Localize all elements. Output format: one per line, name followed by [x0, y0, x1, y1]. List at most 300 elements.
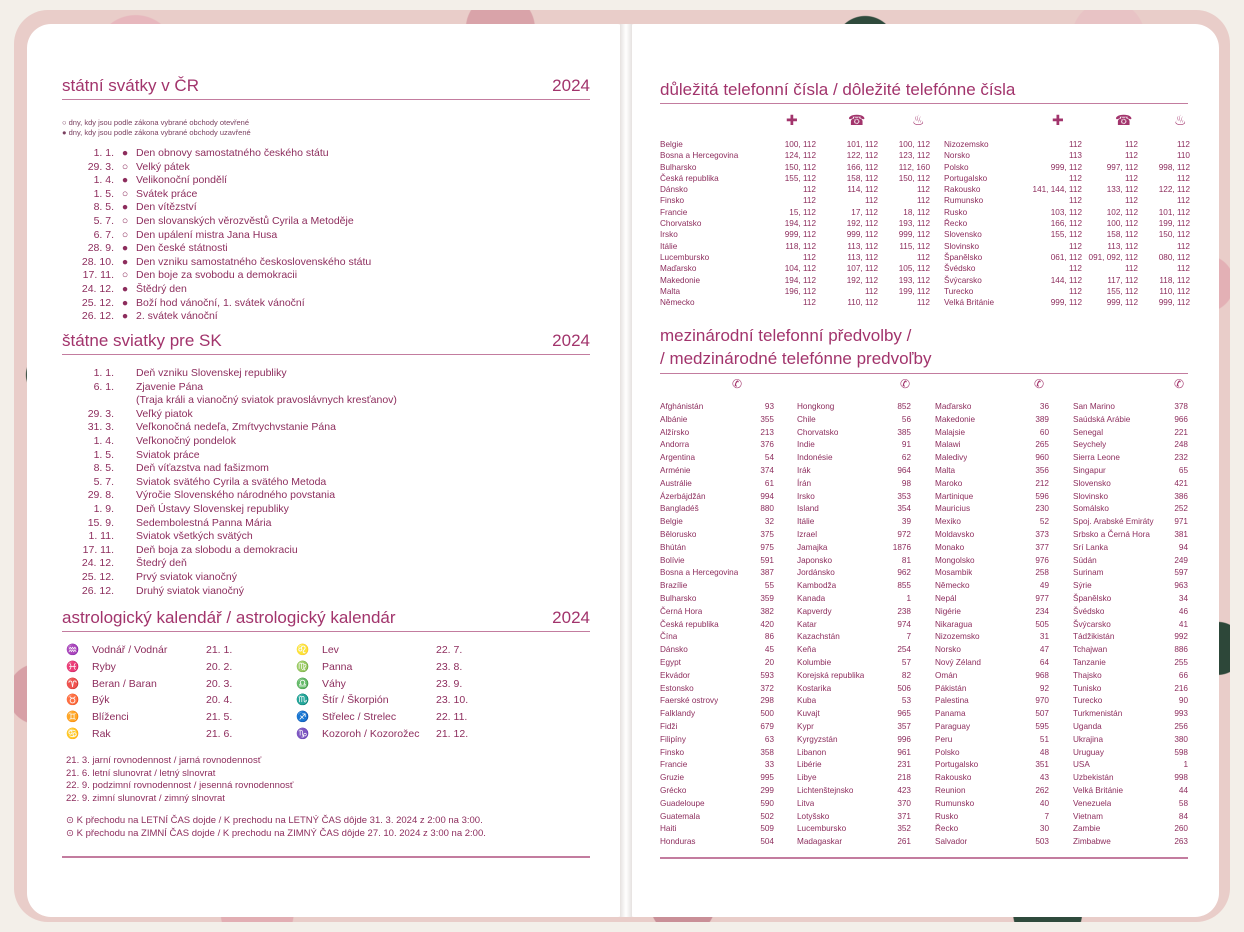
country-name: Japonsko: [797, 555, 833, 565]
prefix-row: [660, 798, 774, 811]
holiday-row: [62, 394, 397, 408]
emergency-number: 112: [1176, 173, 1190, 183]
phone-row: [660, 263, 930, 274]
prefix-column-1: [660, 401, 774, 849]
dial-code: 39: [901, 517, 911, 527]
dial-code: 353: [897, 491, 911, 501]
country-name: Dánsko: [660, 185, 688, 195]
dial-code: 679: [760, 721, 774, 731]
emergency-number: 999, 112: [1158, 298, 1190, 308]
country-name: Malta: [660, 286, 681, 296]
sk-holidays-header: [62, 331, 590, 355]
prefix-row: [797, 580, 911, 593]
country-name: Uruguay: [1073, 747, 1104, 757]
holiday-row: [62, 269, 371, 283]
sk-holiday-list: [62, 367, 397, 598]
prefix-row: [797, 465, 911, 478]
astro-note: 22. 9. zimní slunovrat / zimný slnovrat: [66, 792, 225, 804]
phone-row: [944, 139, 1190, 150]
prefix-row: [935, 542, 1049, 555]
prefix-row: [797, 529, 911, 542]
country-name: Litva: [797, 798, 815, 808]
country-name: Súdán: [1073, 555, 1097, 565]
prefix-row: [1073, 759, 1188, 772]
prefix-row: [935, 670, 1049, 683]
cz-holiday-list: [62, 147, 371, 324]
sk-holidays-year: 2024: [552, 331, 590, 350]
zodiac-name: Býk: [92, 694, 110, 707]
prefix-row: [1073, 529, 1188, 542]
prefix-row: [660, 401, 774, 414]
holiday-name: Deň boja za slobodu a demokraciu: [136, 543, 298, 556]
prefix-row: [797, 631, 911, 644]
emergency-number: 196, 112: [784, 286, 816, 296]
cz-holidays-header: [62, 76, 590, 100]
country-name: Belgie: [660, 517, 683, 527]
emergency-number: 101, 112: [1158, 207, 1190, 217]
shop-status-marker: ●: [121, 255, 129, 268]
prefix-row: [660, 503, 774, 516]
astro-table: [66, 642, 486, 743]
dial-code: 33: [764, 760, 774, 770]
holiday-date: 15. 9.: [87, 516, 114, 529]
emergency-number: 112: [864, 196, 878, 206]
phone-row: [660, 275, 930, 286]
shop-status-marker: ○: [121, 160, 129, 173]
zodiac-icon: ♈: [66, 677, 80, 690]
dial-code: 504: [760, 837, 774, 847]
emergency-number: 112: [1124, 196, 1138, 206]
country-name: Kypr: [797, 721, 814, 731]
prefix-row: [1073, 772, 1188, 785]
country-name: Ukrajina: [1073, 734, 1104, 744]
country-name: Tunisko: [1073, 683, 1102, 693]
emergency-number: 192, 112: [846, 275, 878, 285]
holiday-row: [62, 489, 397, 503]
dial-code: 962: [897, 568, 911, 578]
emergency-number: 18, 112: [903, 207, 930, 217]
holiday-date: 26. 12.: [81, 310, 114, 323]
country-name: Haiti: [660, 824, 677, 834]
prefix-row: [660, 811, 774, 824]
country-name: Zambie: [1073, 824, 1101, 834]
holiday-name: Prvý sviatok vianočný: [136, 570, 237, 583]
emergency-number: 123, 112: [898, 151, 930, 161]
country-name: Norsko: [935, 645, 961, 655]
dial-code: 36: [1039, 402, 1049, 411]
dial-code: 358: [760, 747, 774, 757]
holiday-spacer: [114, 381, 136, 395]
shop-status-marker: ●: [121, 147, 129, 159]
emergency-number: 999, 112: [846, 230, 878, 240]
emergency-number: 102, 112: [1106, 207, 1138, 217]
emergency-number: 112: [864, 286, 878, 296]
shop-status-marker: ●: [121, 201, 129, 214]
country-name: Polsko: [935, 747, 960, 757]
phone-row: [944, 150, 1190, 161]
prefix-row: [1073, 542, 1188, 555]
holiday-row: [62, 297, 371, 311]
holiday-date: 6. 1.: [93, 380, 114, 393]
country-name: Bosna a Hercegovina: [660, 151, 739, 161]
emergency-number: 115, 112: [899, 241, 930, 251]
phone-icon: ✆: [732, 377, 743, 391]
prefix-row: [797, 401, 911, 414]
prefix-row: [935, 695, 1049, 708]
prefix-row: [1073, 683, 1188, 696]
country-name: Finsko: [660, 747, 685, 757]
country-name: Španělsko: [1073, 593, 1112, 603]
dial-code: 255: [1174, 657, 1188, 667]
prefix-row: [797, 478, 911, 491]
holiday-spacer: [114, 544, 136, 558]
country-name: Peru: [935, 734, 953, 744]
prefix-row: [1073, 567, 1188, 580]
cz-holidays-year: 2024: [552, 76, 590, 95]
prefix-row: [660, 657, 774, 670]
country-name: Nikaragua: [935, 619, 973, 629]
dial-code: 972: [897, 529, 911, 539]
prefix-row: [1073, 593, 1188, 606]
shop-status-marker: ●: [121, 174, 129, 187]
country-name: Indie: [797, 440, 815, 450]
prefix-row: [1073, 836, 1188, 849]
dial-code: 960: [1035, 453, 1049, 463]
astro-note: 21. 3. jarní rovnodennost / jarná rovnodennosť: [66, 755, 262, 766]
holiday-row: [62, 242, 371, 256]
emergency-number: 150, 112: [1158, 230, 1190, 240]
emergency-number: 112: [1068, 241, 1082, 251]
prefix-row: [660, 439, 774, 452]
country-name: Nizozemsko: [935, 632, 980, 642]
shop-status-marker: ●: [121, 296, 129, 309]
holiday-date: 25. 12.: [81, 570, 114, 583]
dial-code: 63: [764, 734, 774, 744]
prefix-row: [660, 619, 774, 632]
prefix-row: [935, 823, 1049, 836]
zodiac-row: [66, 709, 486, 726]
country-name: Belgie: [660, 140, 683, 149]
prefix-column-3: [935, 401, 1049, 849]
phone-row: [660, 286, 930, 297]
country-name: Itálie: [660, 241, 678, 251]
prefix-row: [1073, 631, 1188, 644]
country-name: Turecko: [944, 286, 974, 296]
prefix-row: [1073, 708, 1188, 721]
zodiac-icon: ♓: [66, 660, 80, 673]
holiday-row: [62, 147, 371, 161]
prefix-row: [797, 721, 911, 734]
prefix-row: [660, 555, 774, 568]
prefix-row: [935, 606, 1049, 619]
prefix-row: [660, 414, 774, 427]
zodiac-date: 20. 2.: [206, 660, 233, 673]
prefix-row: [660, 785, 774, 798]
holiday-name: Sviatok všetkých svätých: [136, 530, 253, 543]
dial-code: 51: [1039, 734, 1049, 744]
country-name: Rakousko: [935, 773, 972, 783]
dial-code: 963: [1174, 581, 1188, 591]
holiday-spacer: [114, 530, 136, 544]
prefix-row: [935, 772, 1049, 785]
country-name: Bulharsko: [660, 162, 697, 172]
dial-code: 373: [1035, 529, 1049, 539]
prefix-row: [660, 452, 774, 465]
dial-code: 509: [760, 824, 774, 834]
prefix-row: [935, 401, 1049, 414]
dial-code: 505: [1035, 619, 1049, 629]
country-name: Slovinsko: [944, 241, 980, 251]
country-name: Česká republika: [660, 619, 719, 629]
dial-code: 964: [897, 465, 911, 475]
prefix-row: [935, 465, 1049, 478]
holiday-name: Den české státnosti: [136, 242, 228, 255]
medical-cross-icon: ✚: [1052, 112, 1064, 128]
holiday-name: Veľkonočný pondelok: [136, 434, 236, 447]
phone-row: [660, 195, 930, 206]
phone-row: [660, 297, 930, 308]
prefix-row: [1073, 478, 1188, 491]
emergency-number: 118, 112: [1159, 275, 1190, 285]
prefix-row: [1073, 695, 1188, 708]
country-name: Kambodža: [797, 581, 837, 591]
prefix-row: [797, 836, 911, 849]
zodiac-date: 21. 5.: [206, 711, 233, 724]
country-name: Slovinsko: [1073, 491, 1109, 501]
dial-code: 998: [1174, 773, 1188, 783]
emergency-number: 112: [1124, 151, 1138, 161]
emergency-number: 100, 112: [898, 140, 930, 149]
holiday-date: 17. 11.: [82, 269, 114, 282]
dial-code: 971: [1174, 517, 1188, 527]
dial-code: 976: [1035, 555, 1049, 565]
holiday-name: Veľký piatok: [136, 407, 193, 420]
zodiac-icon: ♏: [296, 694, 310, 707]
dial-code: 354: [897, 504, 911, 514]
prefix-row: [797, 644, 911, 657]
zodiac-name: Ryby: [92, 660, 116, 673]
country-name: Vietnam: [1073, 811, 1103, 821]
emergency-number: 15, 112: [789, 207, 816, 217]
dial-code: 52: [1039, 517, 1049, 527]
dial-code: 506: [897, 683, 911, 693]
dial-code: 387: [760, 568, 774, 578]
emergency-number: 999, 112: [1050, 162, 1082, 172]
country-name: Mauricius: [935, 504, 971, 514]
country-name: USA: [1073, 760, 1090, 770]
emergency-number: 113: [1068, 151, 1082, 161]
country-name: Zimbabwe: [1073, 837, 1111, 847]
country-name: Egypt: [660, 657, 681, 667]
holiday-row: [62, 476, 397, 490]
dial-code: 92: [1039, 683, 1049, 693]
dial-code: 238: [897, 606, 911, 616]
emergency-number: 112: [1124, 173, 1138, 183]
country-name: Libye: [797, 773, 817, 783]
dial-code: 31: [1039, 632, 1049, 642]
phone-row: [944, 184, 1190, 195]
dial-code: 231: [897, 760, 911, 770]
prefix-row: [1073, 644, 1188, 657]
prefix-row: [660, 721, 774, 734]
country-name: Rumunsko: [944, 196, 984, 206]
shop-status-marker: ○: [121, 269, 129, 282]
dial-code: 1: [906, 593, 911, 603]
prefix-row: [935, 619, 1049, 632]
phone-row: [660, 229, 930, 240]
zodiac-row: [66, 642, 486, 659]
shop-status-marker: ●: [121, 282, 129, 295]
holiday-date: 28. 10.: [81, 255, 114, 268]
country-name: Filipíny: [660, 734, 686, 744]
holiday-row: [62, 571, 397, 585]
phone-row: [944, 263, 1190, 274]
country-name: Maledivy: [935, 453, 968, 463]
prefix-row: [660, 695, 774, 708]
dial-code: 252: [1174, 504, 1188, 514]
prefix-row: [797, 414, 911, 427]
country-name: Jamajka: [797, 542, 828, 552]
zodiac-icon: ♉: [66, 694, 80, 707]
dial-code: 372: [760, 683, 774, 693]
country-name: Jordánsko: [797, 568, 835, 578]
emergency-number: 133, 112: [1106, 185, 1138, 195]
emergency-number: 112: [916, 196, 930, 206]
dial-code: 378: [1174, 402, 1188, 411]
country-name: Pákistán: [935, 683, 967, 693]
dial-code: 20: [764, 657, 774, 667]
emergency-number: 110, 112: [847, 298, 878, 308]
emergency-number: 103, 112: [1050, 207, 1082, 217]
prefix-row: [935, 491, 1049, 504]
phone-row: [944, 297, 1190, 308]
emergency-number: 158, 112: [846, 173, 878, 183]
prefix-row: [660, 593, 774, 606]
prefix-row: [1073, 427, 1188, 440]
dial-code: 351: [1035, 760, 1049, 770]
country-name: Izrael: [797, 529, 818, 539]
country-name: Lucembursko: [797, 824, 847, 834]
holiday-name: Deň víťazstva nad fašizmom: [136, 462, 269, 475]
country-name: Slovensko: [1073, 478, 1111, 488]
dial-code: 57: [901, 657, 911, 667]
dial-code: 975: [760, 542, 774, 552]
holiday-name: Boží hod vánoční, 1. svátek vánoční: [136, 296, 305, 309]
astro-notes: [66, 755, 294, 805]
country-name: Reunion: [935, 785, 966, 795]
country-name: Velká Británie: [944, 298, 995, 308]
country-name: Panama: [935, 709, 966, 719]
prefix-row: [935, 555, 1049, 568]
holiday-row: [62, 449, 397, 463]
country-name: Kanada: [797, 593, 826, 603]
country-name: Írán: [797, 478, 812, 488]
prefix-row: [660, 631, 774, 644]
country-name: Kuvajt: [797, 709, 820, 719]
dial-code: 7: [1044, 811, 1049, 821]
dial-code: 1: [1183, 760, 1188, 770]
holiday-date: 25. 12.: [81, 296, 114, 309]
dial-code: 1876: [892, 542, 911, 552]
dial-code: 500: [760, 709, 774, 719]
country-name: Mongolsko: [935, 555, 975, 565]
holiday-date: 1. 1.: [93, 367, 114, 379]
country-name: Srbsko a Černá Hora: [1073, 529, 1150, 539]
holiday-row: [62, 503, 397, 517]
zodiac-row: [66, 692, 486, 709]
country-name: Rumunsko: [935, 798, 975, 808]
holiday-spacer: [114, 476, 136, 490]
country-name: Švédsko: [944, 264, 976, 274]
phone-row: [944, 218, 1190, 229]
emergency-number: 158, 112: [1106, 230, 1138, 240]
country-name: Bosna a Hercegovina: [660, 568, 739, 578]
prefix-row: [935, 593, 1049, 606]
prefix-row: [935, 721, 1049, 734]
dial-code: 385: [897, 427, 911, 437]
emergency-number: 112: [916, 185, 930, 195]
phones-title: důležitá telefonní čísla / dôležité telefónne čísla: [660, 80, 1016, 99]
holiday-name: Štědrý den: [136, 282, 187, 295]
country-name: Maďarsko: [935, 402, 972, 411]
country-name: Česká republika: [660, 173, 719, 183]
zodiac-icon: ♋: [66, 727, 80, 740]
country-name: Čína: [660, 632, 678, 642]
country-name: Saúdská Arábie: [1073, 414, 1131, 424]
country-name: Chile: [797, 414, 816, 424]
dial-code: 357: [897, 721, 911, 731]
country-name: Bulharsko: [660, 593, 697, 603]
zodiac-icon: ♊: [66, 711, 80, 724]
zodiac-icon: ♒: [66, 644, 80, 656]
holiday-date: 8. 5.: [93, 201, 114, 214]
holiday-row: [62, 283, 371, 297]
dial-code: 595: [1035, 721, 1049, 731]
prefix-row: [797, 708, 911, 721]
phone-row: [660, 184, 930, 195]
holiday-row: [62, 421, 397, 435]
emergency-number: 192, 112: [846, 219, 878, 229]
holiday-row: [62, 435, 397, 449]
dst-notes: [66, 815, 486, 840]
prefix-row: [660, 580, 774, 593]
phone-row: [660, 139, 930, 150]
prefix-row: [660, 465, 774, 478]
emergency-number: 166, 112: [1050, 219, 1082, 229]
prefix-row: [935, 516, 1049, 529]
holiday-row: [62, 557, 397, 571]
phone-row: [660, 218, 930, 229]
phone-icon: ✆: [1034, 377, 1045, 391]
holiday-date: 17. 11.: [82, 543, 114, 556]
zodiac-name: Beran / Baran: [92, 677, 157, 690]
dial-code: 966: [1174, 414, 1188, 424]
country-name: Monako: [935, 542, 965, 552]
prefix-row: [797, 772, 911, 785]
dial-code: 64: [1039, 657, 1049, 667]
astro-title: astrologický kalendář / astrologický kalendár: [62, 608, 396, 627]
country-name: Malajsie: [935, 427, 966, 437]
prefix-row: [797, 759, 911, 772]
zodiac-name: Štír / Škorpión: [322, 694, 389, 707]
dial-code: 381: [1174, 529, 1188, 539]
zodiac-name: Kozoroh / Kozorožec: [322, 727, 420, 740]
zodiac-date: 23. 9.: [436, 677, 463, 690]
prefix-row: [1073, 516, 1188, 529]
emergency-number: 112: [802, 298, 816, 308]
prefix-row: [797, 427, 911, 440]
phone-row: [660, 241, 930, 252]
